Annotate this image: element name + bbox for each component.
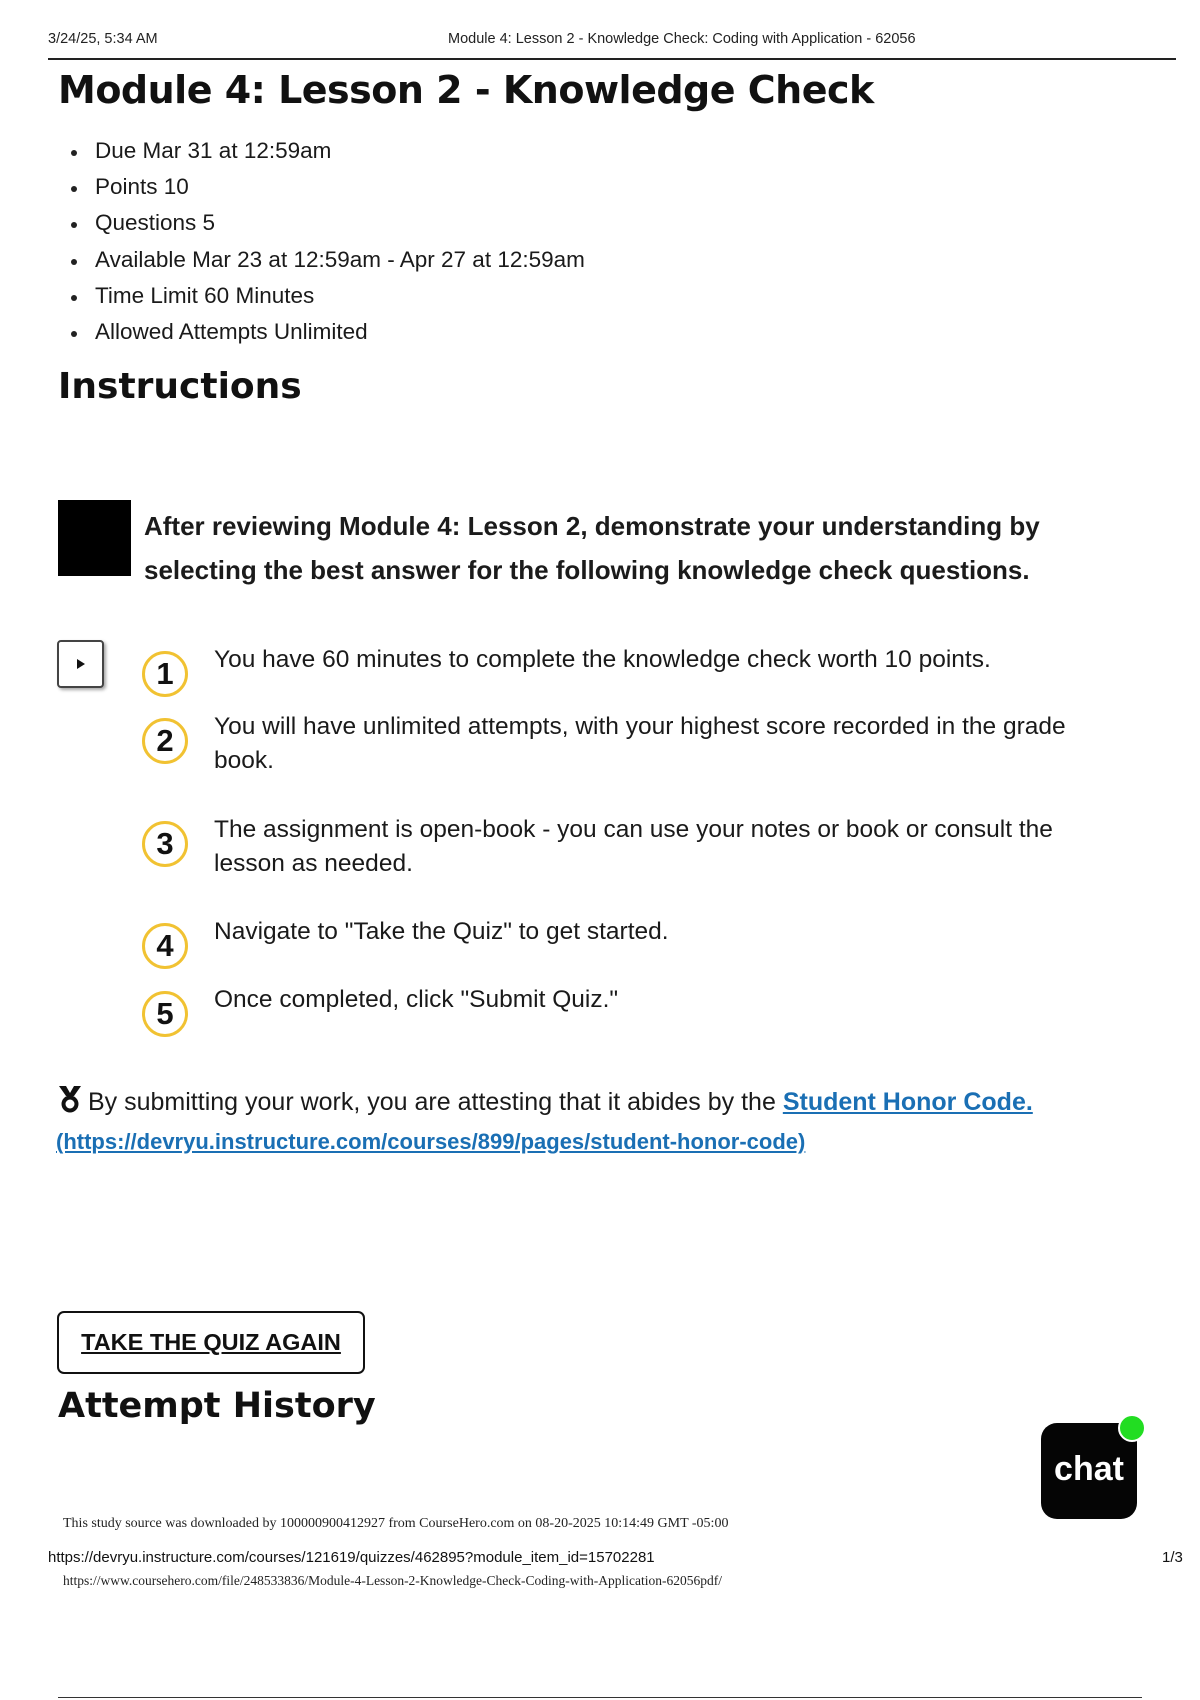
time-limit: Time Limit 60 Minutes <box>68 278 585 314</box>
page-title: Module 4: Lesson 2 - Knowledge Check <box>58 68 874 112</box>
audio-play-button[interactable] <box>57 640 104 688</box>
step-number-badge: 4 <box>142 923 188 969</box>
availability-window: Available Mar 23 at 12:59am - Apr 27 at 12:59am <box>68 242 585 278</box>
honor-code-statement <box>56 1082 1156 1162</box>
step-number-badge: 1 <box>142 651 188 697</box>
due-date: Due Mar 31 at 12:59am <box>68 133 585 169</box>
chat-online-indicator <box>1118 1414 1146 1442</box>
step-text: You have 60 minutes to complete the knowledge check worth 10 points. <box>214 646 991 673</box>
attempt-history-heading: Attempt History <box>58 1386 376 1426</box>
quiz-details-list <box>68 133 585 350</box>
allowed-attempts: Allowed Attempts Unlimited <box>68 314 585 350</box>
step-text: You will have unlimited attempts, with your highest score recorded in the grade book. <box>214 713 1066 774</box>
instructions-heading: Instructions <box>58 366 302 407</box>
play-icon <box>77 659 85 669</box>
intro-text: After reviewing Module 4: Lesson 2, demonstrate your understanding by selecting the best answer for the following knowledge check questions. <box>144 511 1040 585</box>
divider <box>58 1697 1142 1698</box>
print-document-title: Module 4: Lesson 2 - Knowledge Check: Coding with Application - 62056 <box>448 31 916 47</box>
chat-button[interactable]: chat <box>1041 1423 1137 1519</box>
step-number-badge: 5 <box>142 991 188 1037</box>
student-honor-code-link[interactable]: Student Honor Code. <box>782 1088 1033 1116</box>
page-number: 1/3 <box>1162 1549 1183 1566</box>
print-header <box>48 28 1176 60</box>
step-text: Navigate to "Take the Quiz" to get started. <box>214 918 669 945</box>
step-text: The assignment is open-book - you can use your notes or book or consult the lesson as needed. <box>214 816 1053 877</box>
points: Points 10 <box>68 169 585 205</box>
honor-text: By submitting your work, you are attesting that it abides by the <box>88 1088 776 1116</box>
take-quiz-again-button[interactable]: TAKE THE QUIZ AGAIN <box>57 1311 365 1374</box>
step-number-badge: 3 <box>142 821 188 867</box>
step-number-badge: 2 <box>142 718 188 764</box>
step-text: Once completed, click "Submit Quiz." <box>214 986 619 1013</box>
intro-image-placeholder <box>58 500 131 576</box>
print-footer-url: https://devryu.instructure.com/courses/121619/quizzes/462895?module_item_id=15702281 <box>48 1549 655 1566</box>
download-source-note: This study source was downloaded by 100000900412927 from CourseHero.com on 08-20-2025 10:14:49 GMT -05:00 <box>63 1516 729 1531</box>
honor-code-url-link[interactable]: (https://devryu.instructure.com/courses/899/pages/student-honor-code) <box>56 1129 806 1154</box>
question-count: Questions 5 <box>68 205 585 241</box>
coursehero-file-url: https://www.coursehero.com/file/248533836/Module-4-Lesson-2-Knowledge-Check-Coding-with-Application-62056pdf/ <box>63 1573 722 1588</box>
print-date: 3/24/25, 5:34 AM <box>48 31 158 47</box>
medal-icon <box>56 1085 84 1115</box>
